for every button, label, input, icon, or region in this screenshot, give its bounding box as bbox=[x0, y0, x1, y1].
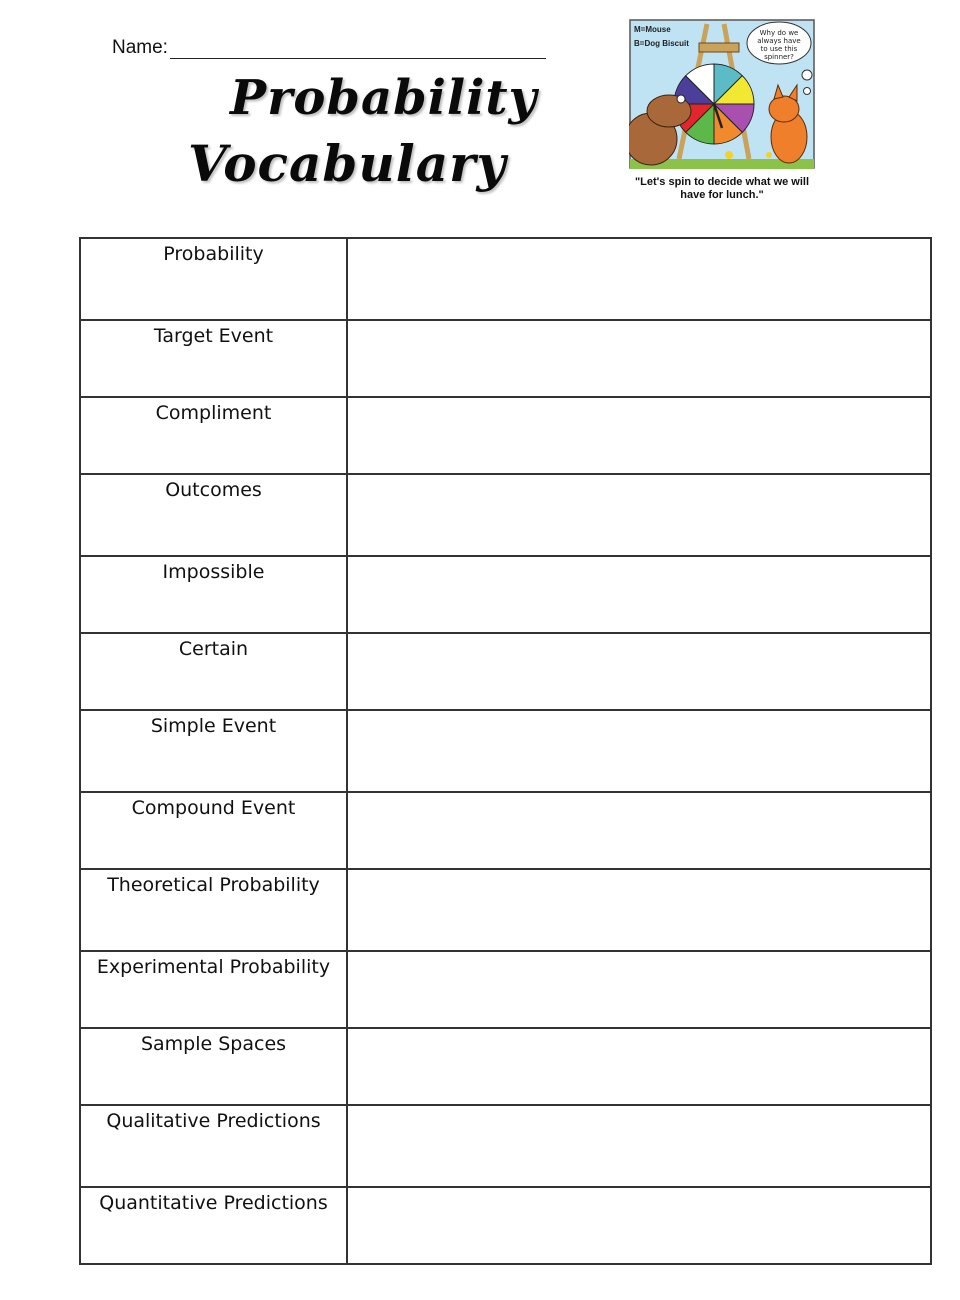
vocab-term: Target Event bbox=[80, 320, 347, 397]
name-label: Name: bbox=[112, 37, 168, 58]
title-vocabulary: Vocabulary bbox=[188, 134, 507, 193]
definition-cell[interactable] bbox=[347, 951, 931, 1028]
cartoon-legend-biscuit: B=Dog Biscuit bbox=[634, 39, 689, 48]
table-row bbox=[80, 397, 931, 474]
definition-cell[interactable] bbox=[347, 869, 931, 951]
definition-cell[interactable] bbox=[347, 710, 931, 792]
cartoon-legend-mouse: M=Mouse bbox=[634, 25, 671, 34]
table-row bbox=[80, 633, 931, 710]
vocab-term: Experimental Probability bbox=[80, 951, 347, 1028]
definition-cell[interactable] bbox=[347, 1028, 931, 1105]
table-row bbox=[80, 1187, 931, 1264]
svg-text:to use this: to use this bbox=[760, 45, 798, 53]
definition-cell[interactable] bbox=[347, 474, 931, 556]
table-row bbox=[80, 320, 931, 397]
svg-text:Why do we: Why do we bbox=[759, 29, 799, 37]
definition-cell[interactable] bbox=[347, 1105, 931, 1187]
vocab-term: Theoretical Probability bbox=[80, 869, 347, 951]
table-row bbox=[80, 474, 931, 556]
table-row bbox=[80, 869, 931, 951]
vocab-term: Compliment bbox=[80, 397, 347, 474]
title-probability: Probability bbox=[230, 70, 538, 126]
svg-text:always have: always have bbox=[757, 37, 801, 45]
table-row bbox=[80, 710, 931, 792]
table-row bbox=[80, 556, 931, 633]
vocab-term: Outcomes bbox=[80, 474, 347, 556]
cartoon-caption: "Let's spin to decide what we will have for lunch." bbox=[634, 176, 810, 201]
definition-cell[interactable] bbox=[347, 1187, 931, 1264]
table-row bbox=[80, 1105, 931, 1187]
definition-cell[interactable] bbox=[347, 320, 931, 397]
vocab-term: Sample Spaces bbox=[80, 1028, 347, 1105]
table-row bbox=[80, 1028, 931, 1105]
definition-cell[interactable] bbox=[347, 633, 931, 710]
vocab-term: Probability bbox=[80, 238, 347, 320]
definition-cell[interactable] bbox=[347, 238, 931, 320]
definition-cell[interactable] bbox=[347, 556, 931, 633]
vocabulary-table bbox=[79, 237, 932, 1265]
name-blank-line[interactable] bbox=[170, 36, 546, 59]
table-row bbox=[80, 792, 931, 869]
vocab-term: Compound Event bbox=[80, 792, 347, 869]
definition-cell[interactable] bbox=[347, 397, 931, 474]
definition-cell[interactable] bbox=[347, 792, 931, 869]
vocab-term: Certain bbox=[80, 633, 347, 710]
table-row bbox=[80, 951, 931, 1028]
name-field[interactable] bbox=[112, 36, 546, 59]
vocab-term: Impossible bbox=[80, 556, 347, 633]
vocab-term: Simple Event bbox=[80, 710, 347, 792]
vocab-term: Qualitative Predictions bbox=[80, 1105, 347, 1187]
table-row bbox=[80, 238, 931, 320]
svg-text:spinner?: spinner? bbox=[764, 53, 794, 61]
vocab-term: Quantitative Predictions bbox=[80, 1187, 347, 1264]
